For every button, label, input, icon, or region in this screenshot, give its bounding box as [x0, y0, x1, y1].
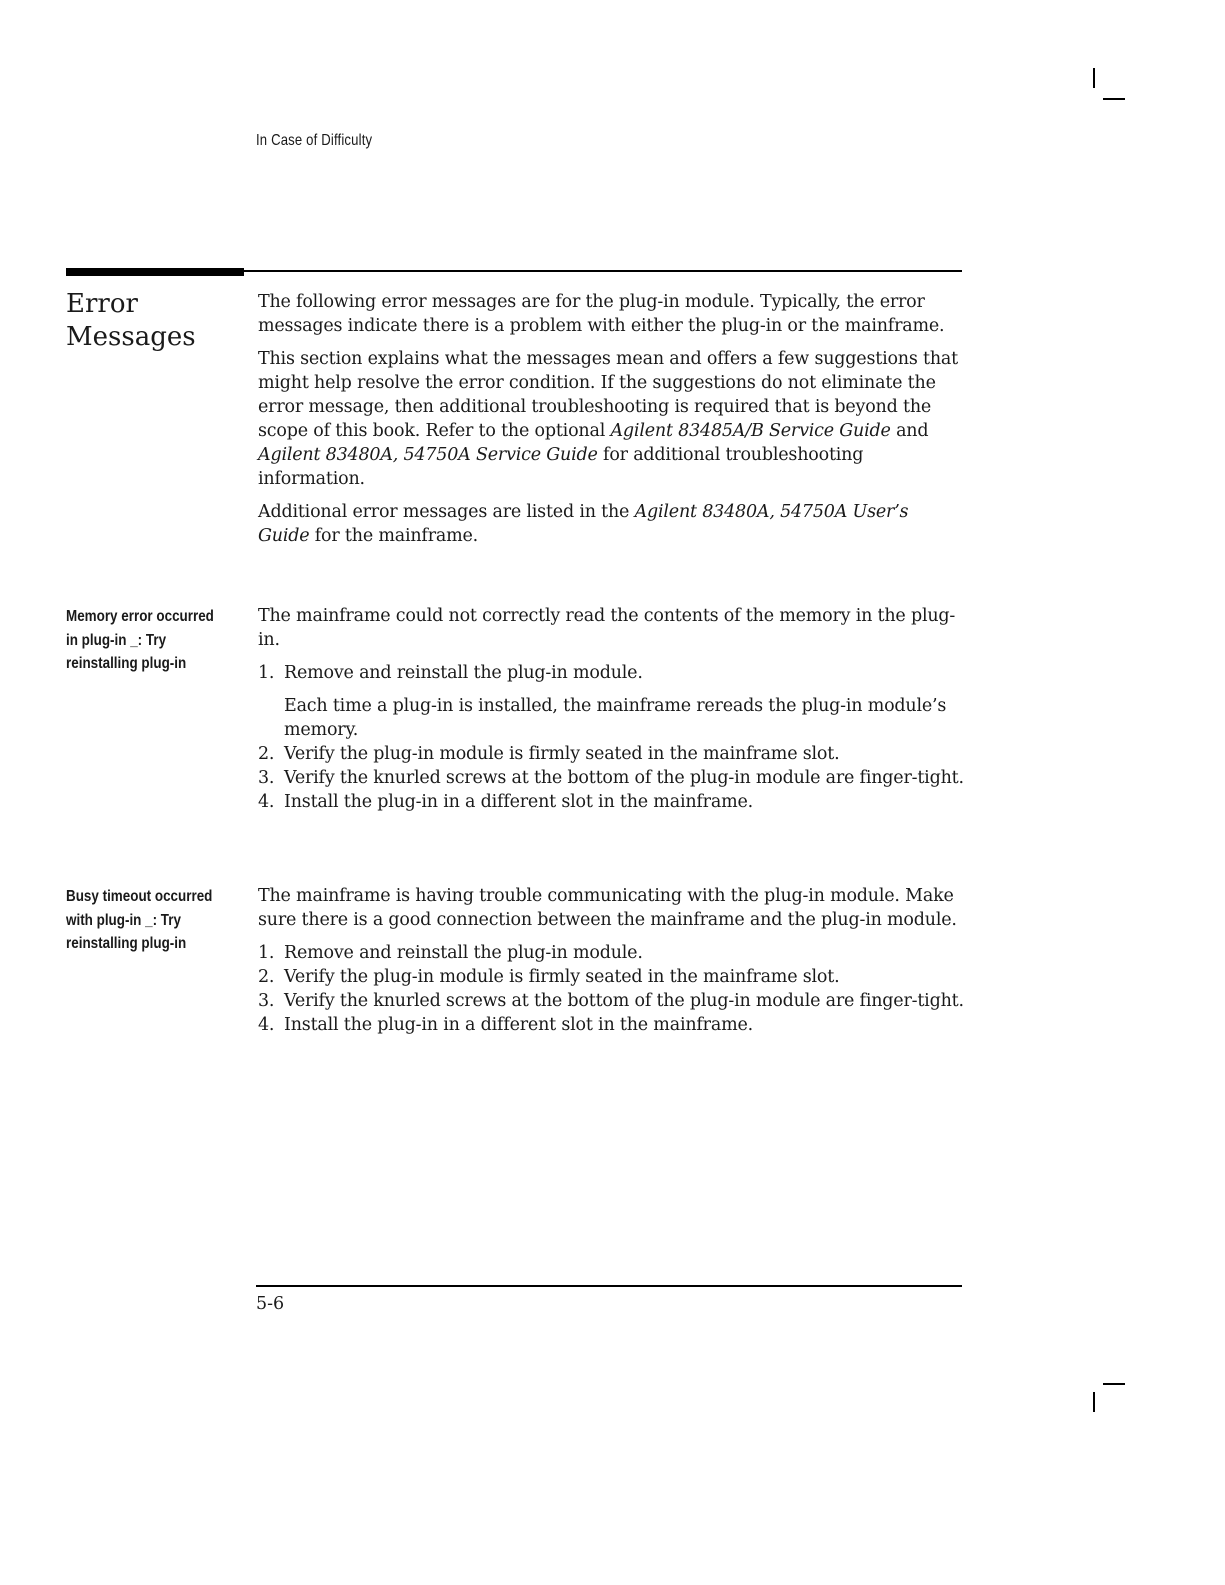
service-guide-reference-2: Agilent 83480A, 54750A Service Guide — [258, 445, 598, 465]
intro-paragraph-2 — [258, 347, 964, 491]
step-text: Remove and reinstall the plug-in module. — [284, 663, 643, 683]
step-text: Verify the knurled screws at the bottom of the plug-in module are finger-tight. — [284, 991, 964, 1011]
list-item — [258, 1013, 964, 1037]
busy-timeout-heading — [66, 885, 246, 956]
list-item — [258, 989, 964, 1013]
footer-rule — [256, 1285, 962, 1287]
step-number: 4. — [258, 1015, 275, 1035]
crop-mark-bottom-horizontal — [1103, 1383, 1125, 1385]
intro-paragraph-1: The following error messages are for the plug-in module. Typically, the error messages indicate there is a problem with either the plug-in or the mainframe. — [258, 292, 945, 336]
list-item — [258, 742, 964, 766]
step-number: 2. — [258, 967, 275, 987]
memory-error-heading-line1: Memory error occurred — [66, 608, 214, 625]
busy-timeout-heading-line1: Busy timeout occurred — [66, 888, 213, 905]
crop-mark-bottom-vertical — [1093, 1392, 1095, 1412]
page-number: 5-6 — [256, 1294, 285, 1314]
busy-timeout-heading-line3: reinstalling plug-in — [66, 935, 187, 952]
section-title — [66, 288, 196, 354]
memory-error-heading — [66, 605, 246, 676]
step-text: Remove and reinstall the plug-in module. — [284, 943, 643, 963]
memory-error-steps — [258, 661, 964, 814]
intro-p2-text-a: This section explains what the messages mean and offers a few suggestions that might help resolve the error condition. If the suggestions do not eliminate the error message, then additional troubleshooting is required that is beyond the scope of this book. Refer to the optional — [258, 349, 958, 441]
step-number: 4. — [258, 792, 275, 812]
step-text: Verify the plug-in module is firmly seated in the mainframe slot. — [284, 967, 840, 987]
step-number: 3. — [258, 991, 275, 1011]
crop-mark-top-vertical — [1093, 68, 1095, 88]
step-number: 2. — [258, 744, 275, 764]
section-title-line1: Error — [66, 289, 138, 319]
memory-error-description: The mainframe could not correctly read the contents of the memory in the plug-in. — [258, 606, 956, 650]
list-item — [258, 965, 964, 989]
intro-p3-text-b: for the mainframe. — [309, 526, 479, 546]
memory-error-heading-line3: reinstalling plug-in — [66, 655, 187, 672]
step-text: Verify the knurled screws at the bottom of the plug-in module are finger-tight. — [284, 768, 964, 788]
memory-error-heading-line2: in plug-in _: Try — [66, 631, 167, 649]
section-title-line2: Messages — [66, 322, 196, 352]
step-number: 1. — [258, 943, 275, 963]
list-item — [258, 941, 964, 965]
list-item — [258, 790, 964, 814]
memory-error-body — [258, 604, 964, 814]
step-text: Install the plug-in in a different slot in the mainframe. — [284, 1015, 753, 1035]
step-number: 1. — [258, 663, 275, 683]
busy-timeout-steps — [258, 941, 964, 1037]
crop-mark-top-horizontal — [1103, 98, 1125, 100]
intro-p2-text-b: and — [890, 421, 929, 441]
running-head: In Case of Difficulty — [256, 132, 373, 149]
step-number: 3. — [258, 768, 275, 788]
list-item — [258, 766, 964, 790]
step-text: Install the plug-in in a different slot in the mainframe. — [284, 792, 753, 812]
busy-timeout-body — [258, 884, 964, 1037]
intro-text — [258, 290, 964, 548]
intro-p2-text-c: for additional troubleshooting information. — [258, 445, 864, 489]
intro-paragraph-3 — [258, 500, 964, 548]
busy-timeout-heading-line2: with plug-in _: Try — [66, 911, 181, 929]
users-guide-reference: Agilent 83480A, 54750A User’s Guide — [258, 502, 909, 546]
intro-p3-text-a: Additional error messages are listed in the — [258, 502, 635, 522]
busy-timeout-description: The mainframe is having trouble communicating with the plug-in module. Make sure there is a good connection between the mainframe and the plug-in module. — [258, 886, 957, 930]
step-text: Verify the plug-in module is firmly seated in the mainframe slot. — [284, 744, 840, 764]
step-note: Each time a plug-in is installed, the mainframe rereads the plug-in module’s memory. — [284, 696, 947, 740]
service-guide-reference-1: Agilent 83485A/B Service Guide — [610, 421, 891, 441]
list-item — [258, 661, 964, 742]
section-rule-thin — [66, 270, 962, 272]
